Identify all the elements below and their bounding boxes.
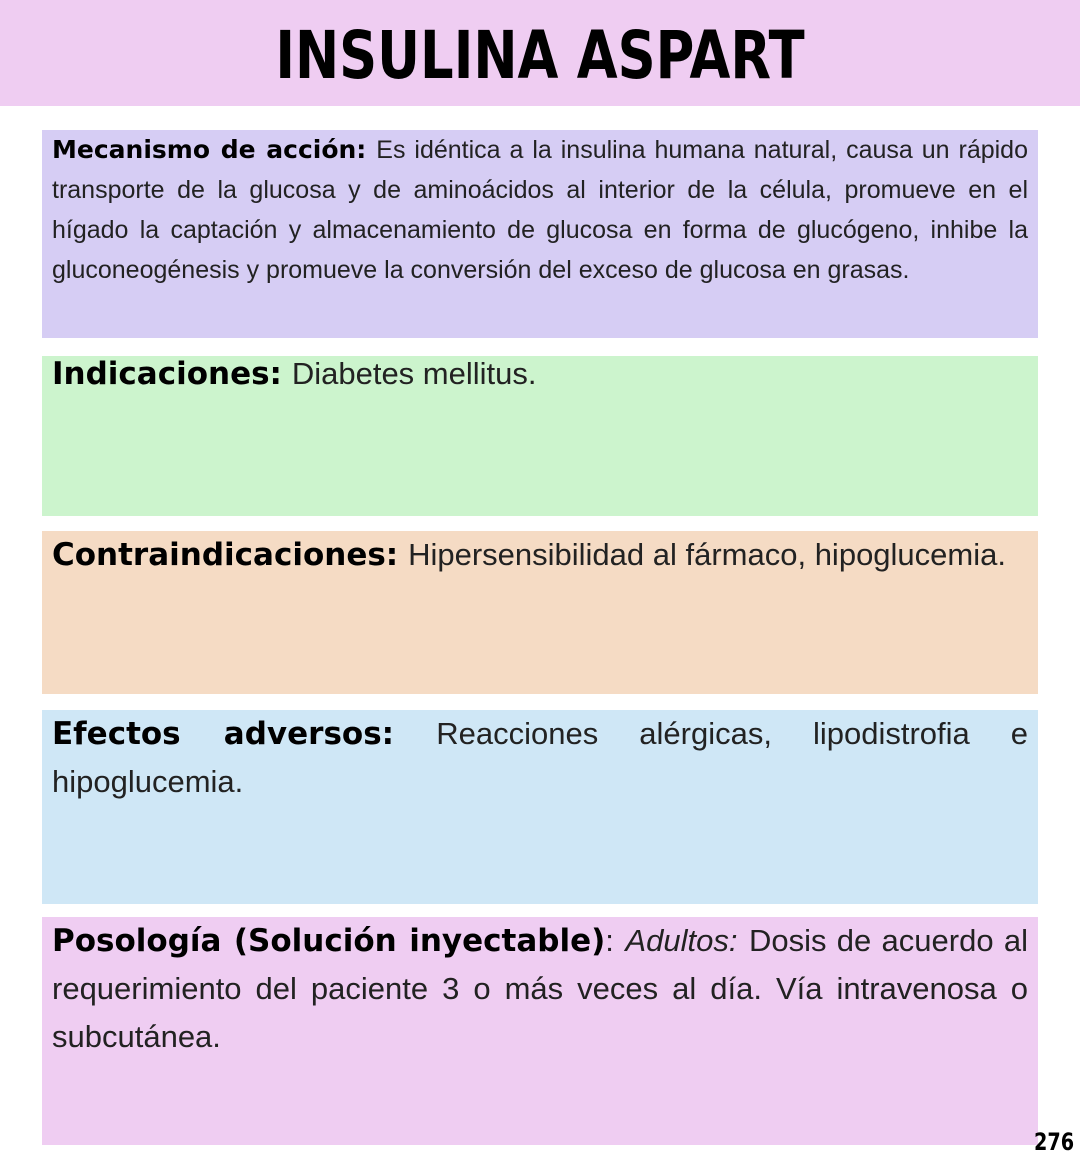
section-contraindicaciones xyxy=(42,531,1038,694)
section-mecanismo xyxy=(42,130,1038,338)
posologia-separator: : xyxy=(605,923,614,958)
section-text-mecanismo: Es idéntica a la insulina humana natural, causa un rápido transporte de la glucosa y de aminoácidos al interior de la célula, promueve en el hígado la captación y almacenamiento de glucosa en forma de glucógeno, inhibe la gluconeogénesis y promueve la conversión del exceso de glucosa en grasas. xyxy=(52,136,1028,284)
page-number: 276 xyxy=(1033,1128,1074,1156)
section-label-mecanismo: Mecanismo de acción: xyxy=(52,135,367,164)
section-efectos-adversos xyxy=(42,710,1038,904)
section-text-contraindicaciones: Hipersensibilidad al fármaco, hipoglucemia. xyxy=(408,537,1006,572)
section-text-efectos: Reacciones alérgicas, lipodistrofia e hipoglucemia. xyxy=(52,716,1028,799)
posologia-adults-label: Adultos: xyxy=(625,923,738,958)
section-posologia xyxy=(42,917,1038,1145)
section-text-posologia: Dosis de acuerdo al requerimiento del paciente 3 o más veces al día. Vía intravenosa o subcutánea. xyxy=(52,923,1028,1054)
section-text-indicaciones: Diabetes mellitus. xyxy=(291,356,537,391)
section-label-indicaciones: Indicaciones: xyxy=(52,356,282,392)
section-indicaciones xyxy=(42,356,1038,516)
page-title: INSULINA ASPART xyxy=(275,17,805,94)
section-label-posologia: Posología (Solución inyectable) xyxy=(52,923,606,959)
section-label-contraindicaciones: Contraindicaciones: xyxy=(52,537,399,573)
section-label-efectos: Efectos adversos: xyxy=(52,716,395,752)
